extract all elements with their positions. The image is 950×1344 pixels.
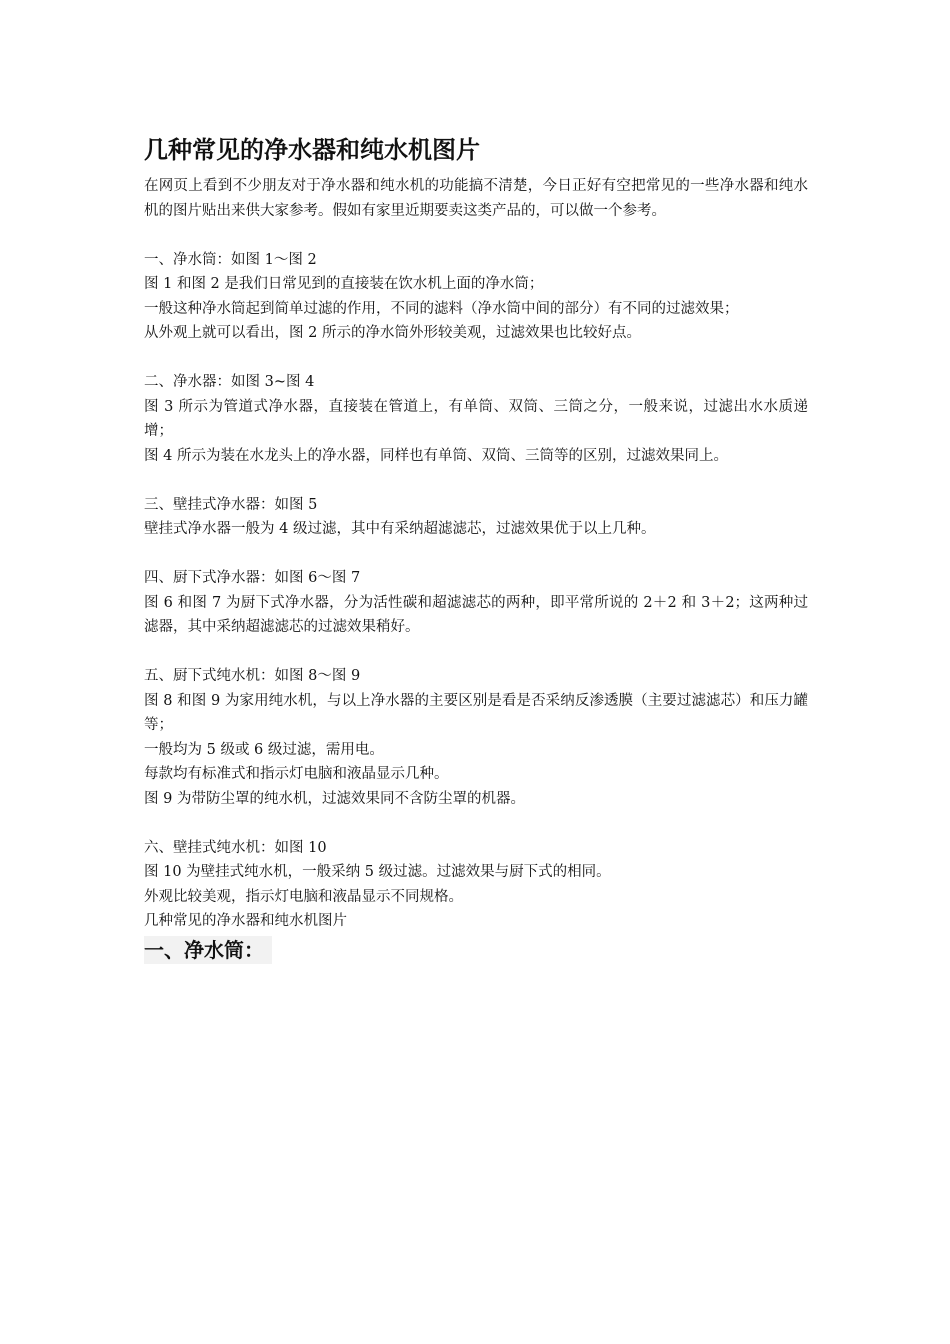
- section-heading: 二、净水器：如图 3~图 4: [144, 374, 315, 390]
- section-heading: 三、壁挂式净水器：如图 5: [144, 496, 318, 513]
- page-title: 几种常见的净水器和纯水机图片: [144, 136, 480, 164]
- section-line: 图 8 和图 9 为家用纯水机，与以上净水器的主要区别是看是否采纳反渗透膜（主要过滤滤芯）和压力罐等；: [144, 692, 808, 733]
- section-line: 图 10 为壁挂式纯水机，一般采纳 5 级过滤。过滤效果与厨下式的相同。: [144, 864, 611, 880]
- section-heading: 四、厨下式净水器：如图 6～图 7: [144, 570, 361, 586]
- section-line: 一般均为 5 级或 6 级过滤，需用电。: [144, 741, 384, 758]
- section-heading: 六、壁挂式纯水机：如图 10: [144, 839, 327, 856]
- section-line: 外观比较美观，指示灯电脑和液晶显示不同规格。: [144, 888, 463, 905]
- intro-paragraph: 在网页上看到不少朋友对于净水器和纯水机的功能搞不清楚，今日正好有空把常见的一些净水器和纯水机的图片贴出来供大家参考。假如有家里近期要卖这类产品的，可以做一个参考。: [144, 178, 808, 219]
- paragraph-gap: [144, 223, 808, 248]
- section-line: 图 9 为带防尘罩的纯水机，过滤效果同不含防尘罩的机器。: [144, 790, 525, 807]
- section-heading: 一、净水筒：如图 1～图 2: [144, 251, 317, 268]
- section-line: 从外观上就可以看出，图 2 所示的净水筒外形较美观，过滤效果也比较好点。: [144, 325, 641, 341]
- section-line: 一般这种净水筒起到简单过滤的作用，不同的滤料（净水筒中间的部分）有不同的过滤效果；: [144, 300, 739, 317]
- section-line: 图 1 和图 2 是我们日常见到的直接装在饮水机上面的净水筒；: [144, 276, 544, 292]
- paragraph-gap: [144, 346, 808, 371]
- paragraph-gap: [144, 542, 808, 567]
- repeat-title: 几种常见的净水器和纯水机图片: [144, 913, 347, 929]
- document-body: [144, 132, 808, 964]
- section-line: 每款均有标准式和指示灯电脑和液晶显示几种。: [144, 766, 449, 782]
- section-line: 壁挂式净水器一般为 4 级过滤，其中有采纳超滤滤芯，过滤效果优于以上几种。: [144, 521, 656, 537]
- subheading: 一、净水筒：: [144, 936, 272, 964]
- paragraph-gap: [144, 640, 808, 665]
- paragraph-gap: [144, 468, 808, 493]
- section-line: 图 3 所示为管道式净水器，直接装在管道上，有单筒、双筒、三筒之分，一般来说，过滤出水水质递增；: [144, 398, 808, 439]
- paragraph-gap: [144, 811, 808, 836]
- section-line: 图 6 和图 7 为厨下式净水器，分为活性碳和超滤滤芯的两种，即平常所说的 2＋2 和 3＋2；这两种过滤器，其中采纳超滤滤芯的过滤效果稍好。: [144, 594, 808, 635]
- section-line: 图 4 所示为装在水龙头上的净水器，同样也有单筒、双筒、三筒等的区别，过滤效果同上。: [144, 447, 728, 464]
- section-heading: 五、厨下式纯水机：如图 8～图 9: [144, 668, 361, 684]
